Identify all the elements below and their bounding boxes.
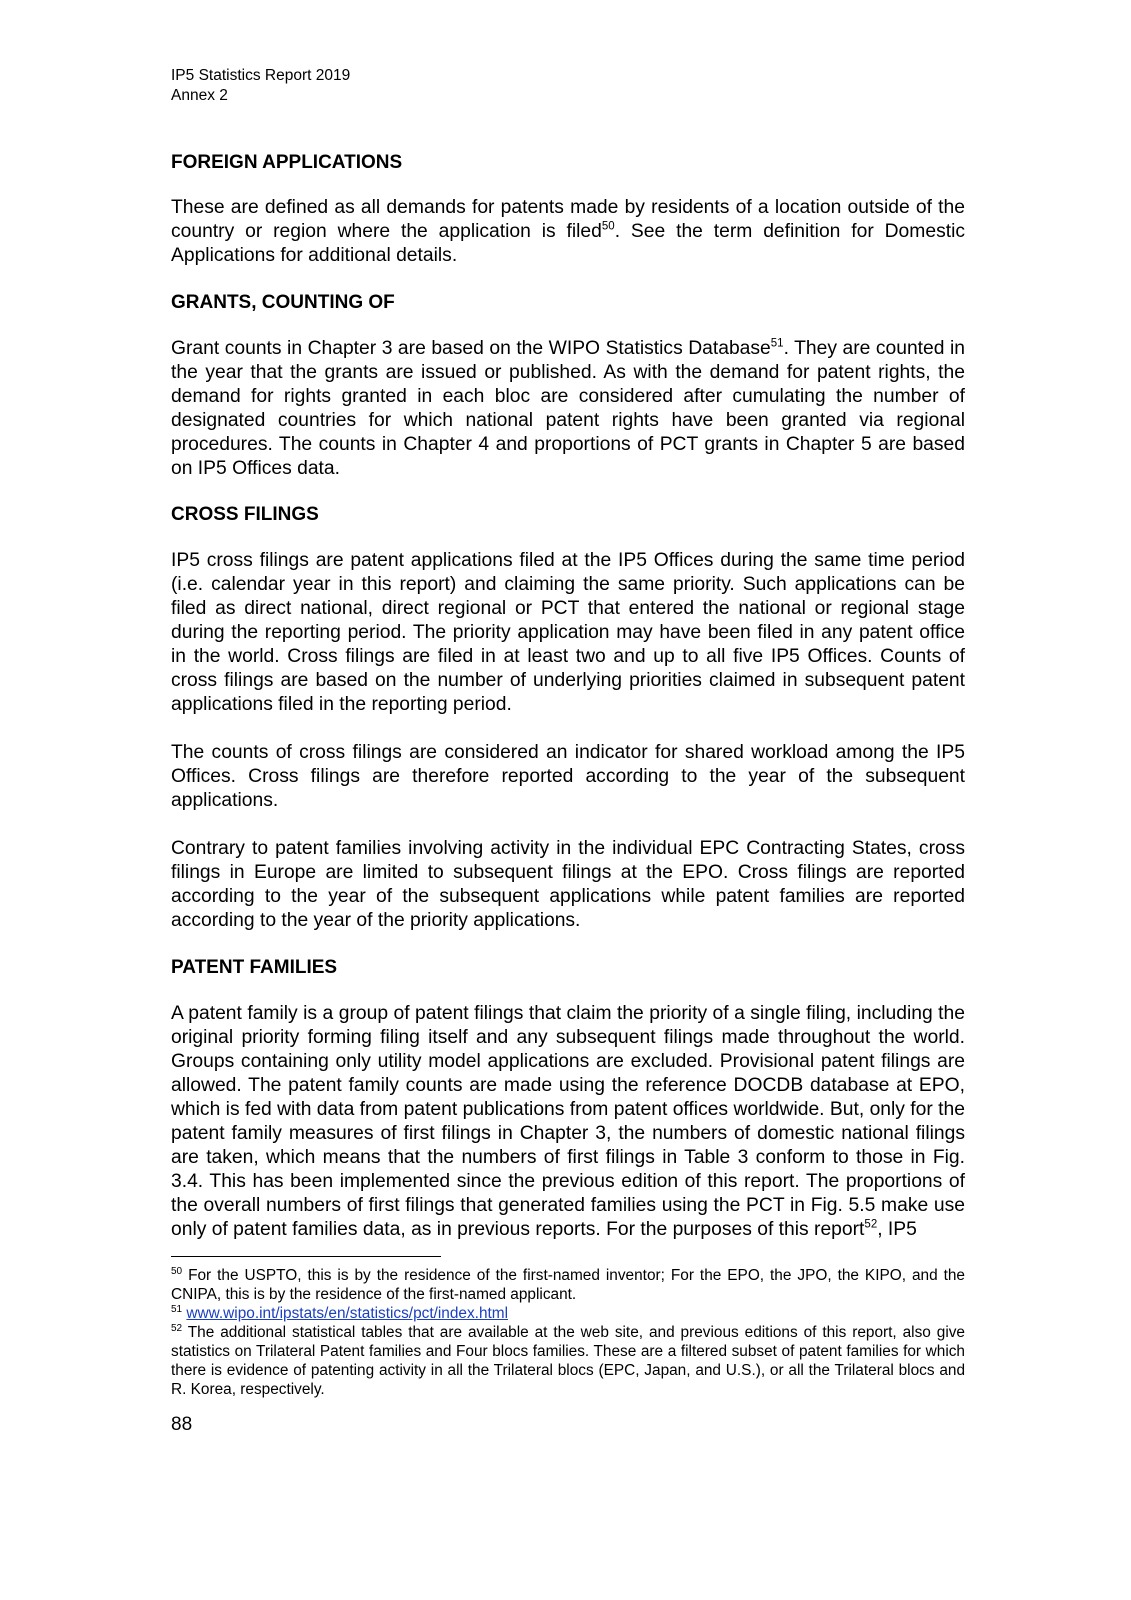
footnote-ref-50[interactable]: 50	[601, 220, 615, 233]
footnote-50	[171, 1266, 965, 1304]
paragraph-text: A patent family is a group of patent filings that claim the priority of a single filing, including the original priority forming filing itself and any subsequent filings made throughout the world. Groups containing only utility model applications are excluded. Provisional patent filings are allowed. The patent family counts are made using the reference DOCDB database at EPO, which is fed with data from patent publications from patent offices worldwide. But, only for the patent family measures of first filings in Chapter 3, the numbers of domestic national filings are taken, which means that the numbers of first filings in Table 3 conform to those in Fig. 3.4. This has been implemented since the previous edition of this report. The proportions of the overall numbers of first filings that generated families using the PCT in Fig. 5.5 make use only of patent families data, as in previous reports. For the purposes of this report	[171, 1003, 965, 1240]
footnote-text: The additional statistical tables that are available at the web site, and previous editions of this report, also give statistics on Trilateral Patent families and Four blocs families. These are a filtered subset of patent families for which there is evidence of patenting activity in all the Trilateral blocs (EPC, Japan, and U.S.), or all the Trilateral blocs and R. Korea, respectively.	[171, 1324, 965, 1398]
paragraph-patent-families	[171, 1002, 965, 1242]
paragraph-cross-filings-1: IP5 cross filings are patent applications filed at the IP5 Offices during the same time period (i.e. calendar year in this report) and claiming the same priority. Such applications can be filed as direct national, direct regional or PCT that entered the national or regional stage during the reporting period. The priority application may have been filed in any patent office in the world. Cross filings are filed in at least two and up to all five IP5 Offices. Counts of cross filings are based on the number of underlying priorities claimed in subsequent patent applications filed in the reporting period.	[171, 550, 965, 715]
heading-grants-counting-of: GRANTS, COUNTING OF	[171, 292, 395, 313]
annex-label: Annex 2	[171, 87, 228, 104]
paragraph-text: . See the term definition for Domestic Applications for additional details.	[171, 221, 965, 266]
document-page	[171, 66, 965, 1437]
footnote-51	[171, 1304, 965, 1323]
paragraph-cross-filings-3: Contrary to patent families involving activity in the individual EPC Contracting States, cross filings in Europe are limited to subsequent filings at the EPO. Cross filings are reported according to the year of the subsequent applications while patent families are reported according to the year of the priority applications.	[171, 838, 965, 931]
paragraph-foreign-applications	[171, 196, 965, 268]
running-header	[171, 66, 965, 106]
paragraph-cross-filings-2: The counts of cross filings are considered an indicator for shared workload among the IP5 Offices. Cross filings are therefore reported according to the year of the subsequent applications.	[171, 742, 965, 811]
footnote-text: For the USPTO, this is by the residence of the first-named inventor; For the EPO, the JPO, the KIPO, and the CNIPA, this is by the residence of the first-named applicant.	[171, 1267, 965, 1303]
heading-patent-families: PATENT FAMILIES	[171, 957, 338, 978]
paragraph-grants-counting	[171, 337, 965, 481]
paragraph-text: , IP5	[877, 1219, 917, 1240]
footnote-number: 52	[171, 1322, 183, 1334]
paragraph-text: . They are counted in the year that the grants are issued or published. As with the demand for patent rights, the demand for rights granted in each bloc are considered after cumulating the number of designated countries for which national patent rights have been granted via regional procedures. The counts in Chapter 4 and proportions of PCT grants in Chapter 5 are based on IP5 Offices data.	[171, 338, 966, 479]
heading-foreign-applications: FOREIGN APPLICATIONS	[171, 152, 403, 173]
page-number: 88	[171, 1414, 193, 1435]
heading-cross-filings: CROSS FILINGS	[171, 504, 319, 525]
report-title: IP5 Statistics Report 2019	[171, 67, 351, 84]
footnote-divider	[171, 1256, 441, 1257]
footnote-number: 51	[171, 1303, 183, 1315]
paragraph-text: Grant counts in Chapter 3 are based on the WIPO Statistics Database	[171, 338, 771, 359]
footnote-ref-51[interactable]: 51	[770, 337, 784, 350]
footnote-number: 50	[171, 1265, 183, 1277]
footnote-ref-52[interactable]: 52	[864, 1218, 878, 1231]
footnote-52	[171, 1323, 965, 1399]
wipo-pct-statistics-link[interactable]: www.wipo.int/ipstats/en/statistics/pct/index.html	[186, 1305, 509, 1322]
paragraph-text: These are defined as all demands for patents made by residents of a location outside of the country or region where the application is filed	[171, 197, 965, 242]
footnotes	[171, 1266, 965, 1399]
